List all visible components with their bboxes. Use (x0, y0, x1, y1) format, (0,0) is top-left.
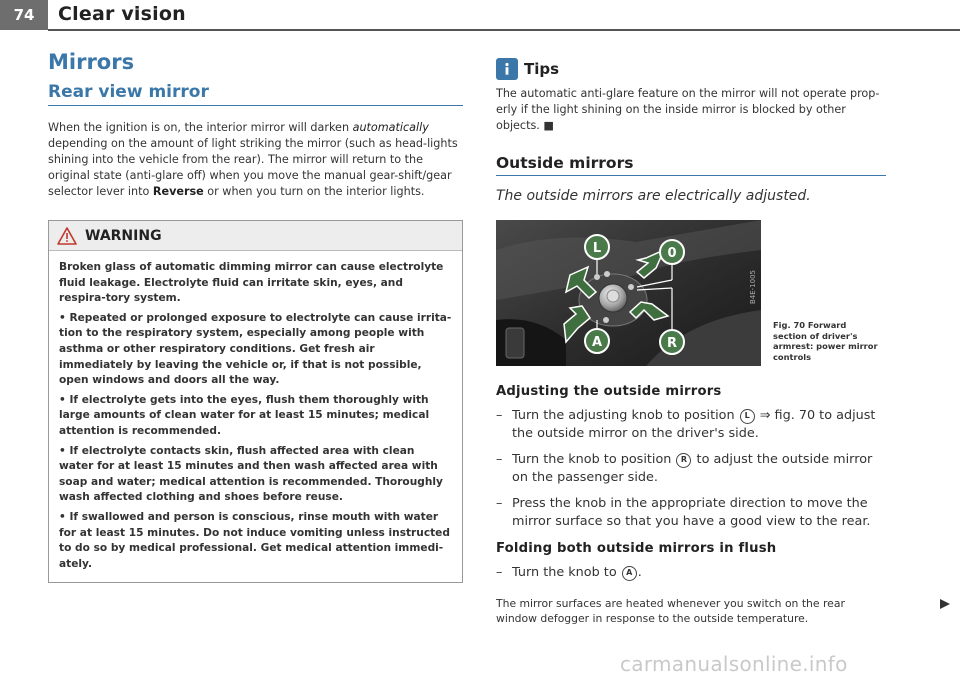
warning-box (48, 220, 463, 583)
position-L-symbol: L (740, 409, 755, 424)
adjust-step: – Press the knob in the appropriate direction to move the mirror surface so that you have a good view to the rear. (496, 495, 886, 531)
info-icon (496, 58, 518, 80)
warning-bullet: • Repeated or prolonged exposure to electrolyte can cause irrita-tion to the respiratory system, especially among people with asthma or other respiratory conditions. Get fresh air immediately by leaving the vehicle or, if that is not possible, open windows and doors all the way. (59, 311, 452, 387)
adjusting-heading: Adjusting the outside mirrors (496, 384, 722, 399)
warning-heading: WARNING (85, 228, 162, 244)
page-title: Mirrors (48, 50, 135, 74)
tips-text: The automatic anti-glare feature on the mirror will not operate prop-erly if the light shining on the inside mirror is blocked by other objects. ■ (496, 87, 880, 132)
position-A-symbol: A (622, 566, 637, 581)
figure-row (496, 220, 886, 366)
adjust-step: – Turn the knob to position R to adjust the outside mirror on the passenger side. (496, 451, 886, 487)
adjusting-steps (496, 407, 886, 531)
warning-triangle-icon (57, 227, 77, 245)
label-0: 0 (667, 246, 677, 261)
label-R: R (666, 336, 678, 351)
section-title: Clear vision (58, 3, 186, 25)
warning-bullet: • If electrolyte contacts skin, flush affected area with clean water for at least 15 minutes and then wash affected area with soap and water; medical attention is recommended. Thoroughly wash affected clothing and shoes before reuse. (59, 444, 443, 504)
tips-heading: Tips (524, 60, 560, 78)
folding-steps (496, 564, 886, 582)
figure-caption: Fig. 70 Forward section of driver's armrest: power mirror controls (773, 320, 878, 362)
warning-body (49, 251, 462, 582)
fold-step: – Turn the knob to A . (496, 564, 886, 582)
folding-heading: Folding both outside mirrors in flush (496, 541, 777, 556)
label-L: L (592, 241, 602, 256)
left-column (48, 50, 463, 583)
header-rule (48, 29, 960, 31)
mirror-control-illustration (496, 220, 761, 366)
watermark: carmanualsonline.info (620, 652, 848, 676)
position-R-symbol: R (676, 453, 691, 468)
figure-code: B4E-1005 (749, 270, 757, 305)
next-page-arrow-icon (939, 598, 951, 610)
heated-mirrors-note: The mirror surfaces are heated whenever you switch on the rear window defogger in response to the outside temperature. (496, 597, 845, 625)
page-number: 74 (0, 0, 48, 30)
rear-view-mirror-heading: Rear view mirror (48, 82, 463, 106)
label-A: A (591, 335, 603, 350)
warning-bullet: • If electrolyte gets into the eyes, flush them thoroughly with large amounts of clean water for at least 15 minutes; medical attention is recommended. (59, 393, 430, 437)
tips-header (496, 58, 886, 80)
mirror-control-figure (496, 220, 761, 366)
outside-mirrors-intro: The outside mirrors are electrically adjusted. (496, 188, 811, 204)
warning-bullet: • If swallowed and person is conscious, rinse mouth with water for at least 15 minutes. Do not induce vomiting unless instructed to do so by medical professional. Get medical attention immedi-ately. (59, 510, 450, 570)
warning-header (49, 220, 462, 251)
right-column (496, 58, 886, 626)
adjust-step: – Turn the adjusting knob to position L ⇒ fig. 70 to adjust the outside mirror on the driver's side. (496, 407, 886, 443)
outside-mirrors-heading: Outside mirrors (496, 154, 886, 176)
warning-intro: Broken glass of automatic dimming mirror can cause electrolyte fluid leakage. Electrolyte fluid can irritate skin, eyes, and respira-tory system. (59, 261, 444, 305)
rear-view-mirror-text: When the ignition is on, the interior mirror will darken automatically depending on the amount of light striking the mirror (such as head-lights shining into the vehicle from the rear). The mirror will return to the original state (anti-glare off) when you move the manual gear-shift/gear selector lever into Reverse or when you turn on the interior lights. (48, 121, 458, 198)
